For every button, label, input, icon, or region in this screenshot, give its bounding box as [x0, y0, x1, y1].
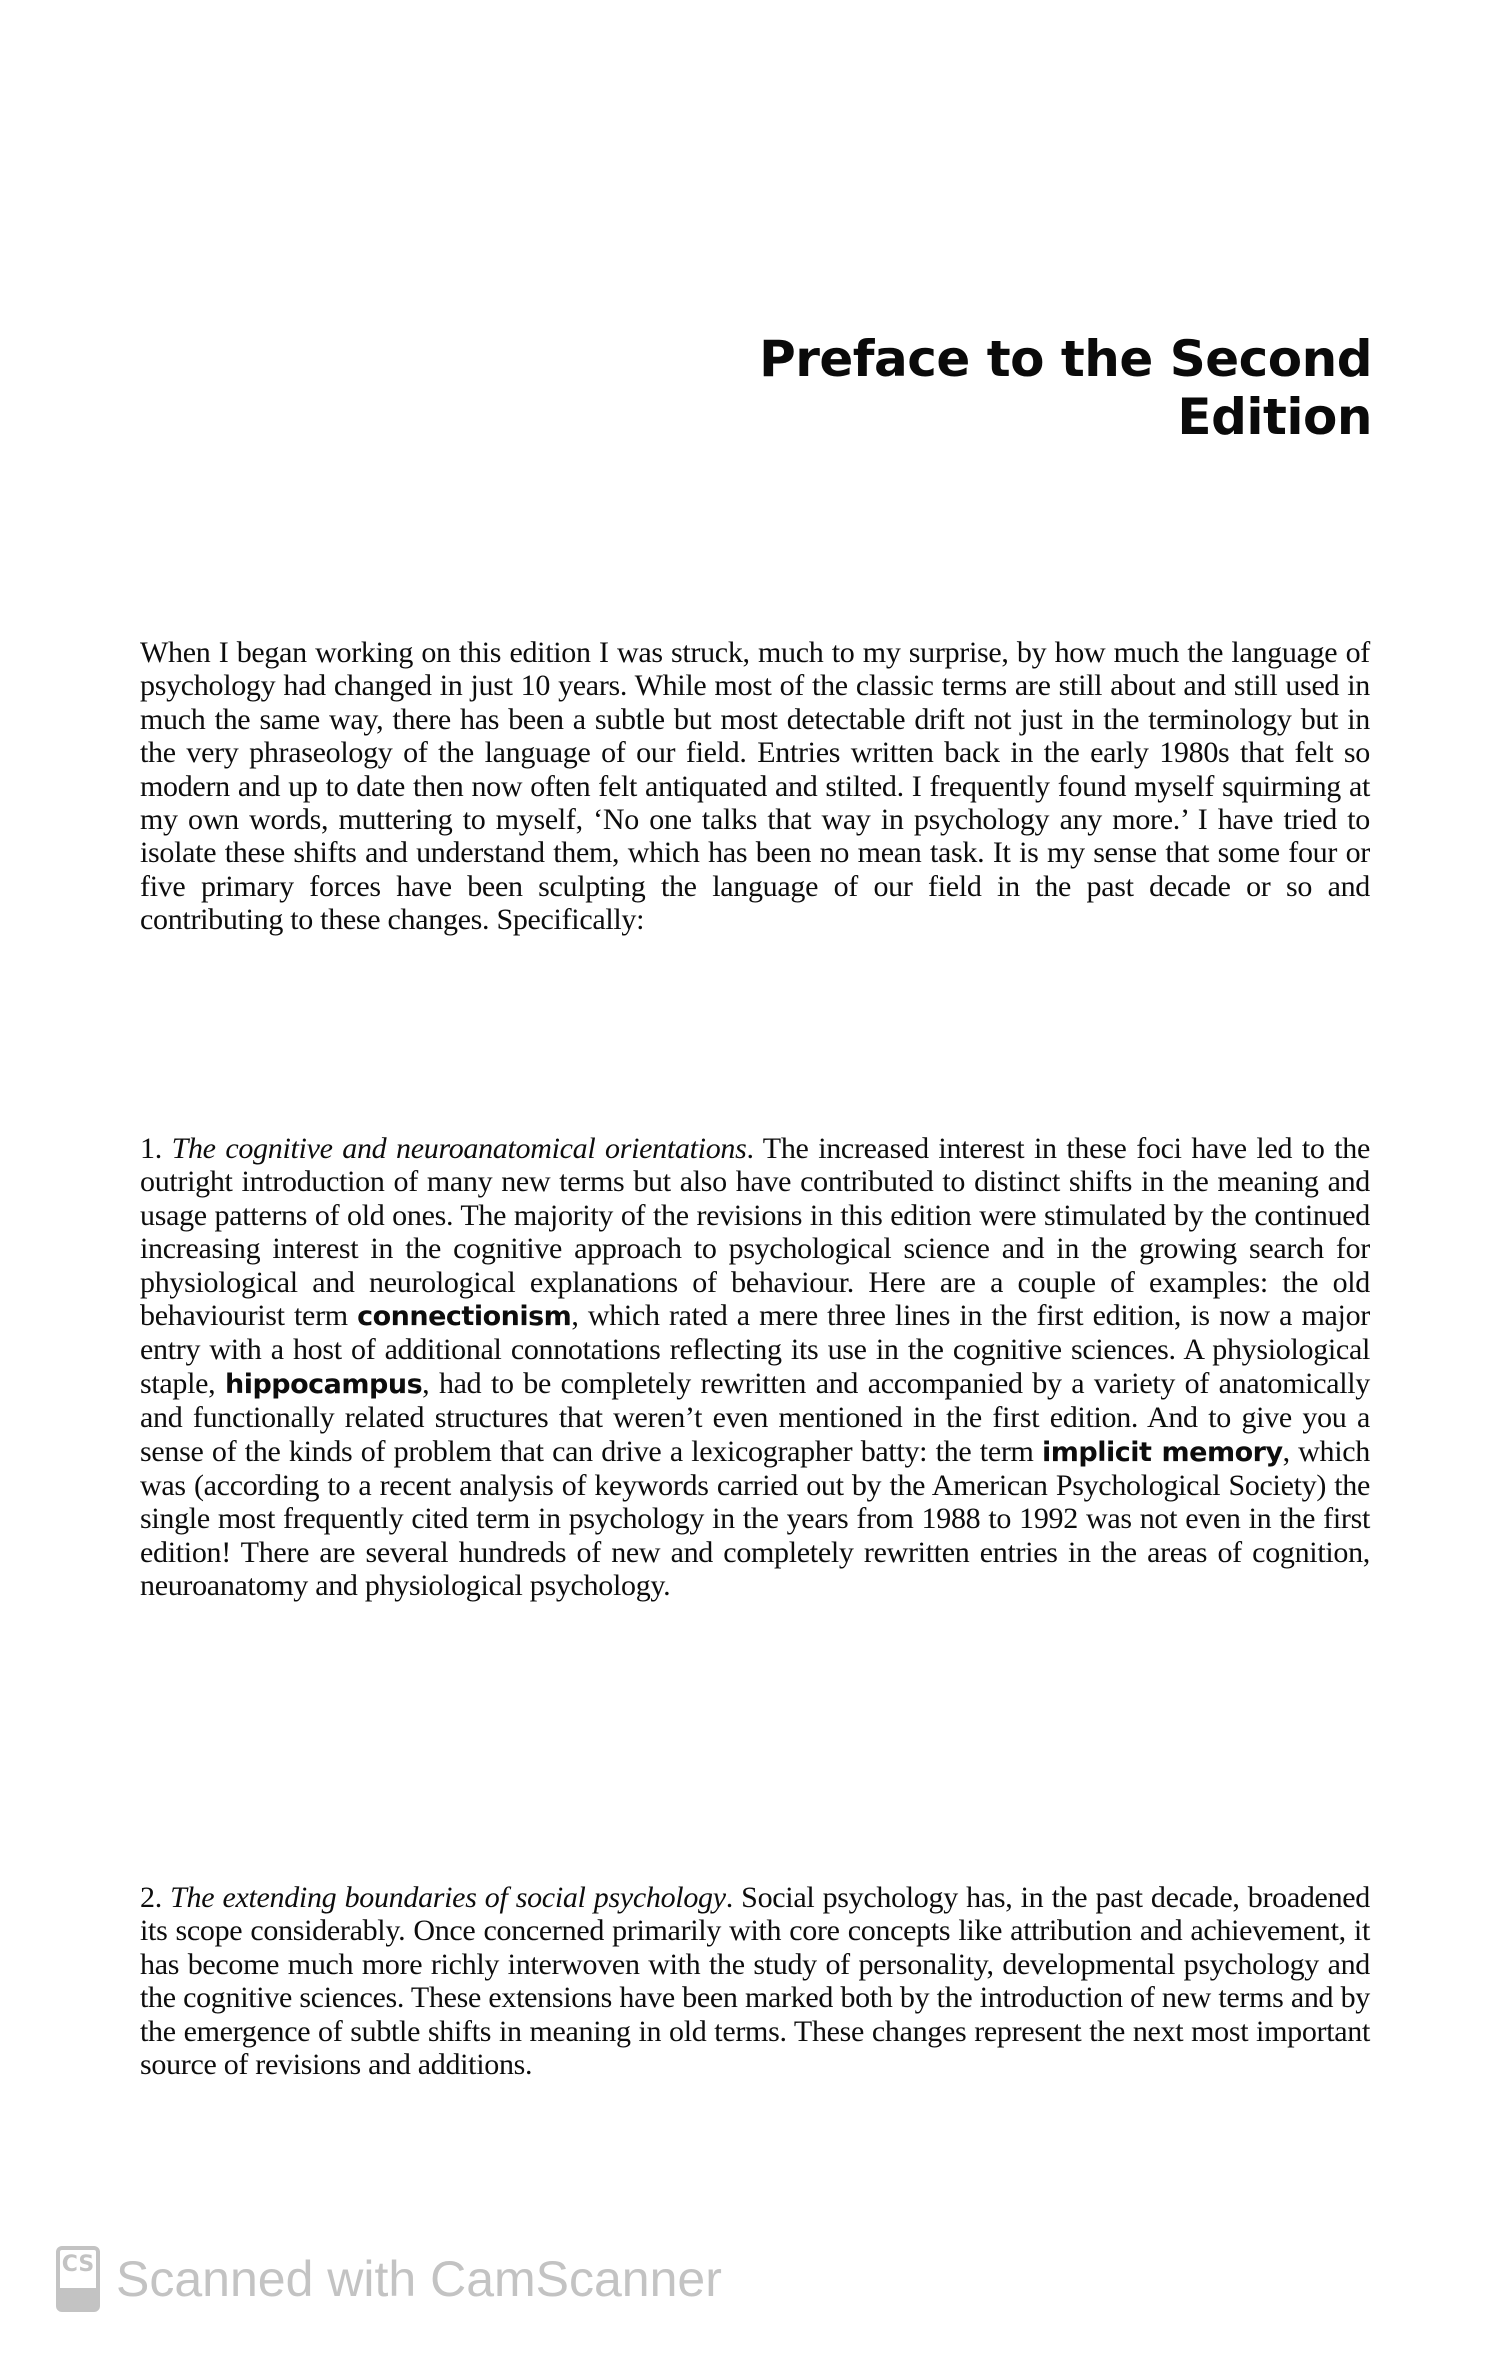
item-1-text-c: , had to be completely rewritten and accompanied by a variety of anatomically and functionally related structures that weren’t even mentioned in the first edition. And to give you a sense of the kinds of problem that can drive a lexicographer batty: the term [140, 1366, 1371, 1468]
item-2-paragraph [140, 1881, 1370, 2081]
keyword-implicit-memory: implicit memory [1042, 1436, 1283, 1468]
item-1-text-d: , which was (according to a recent analysis of keywords carried out by the American Psychological Society) the single most frequently cited term in psychology in the years from 1988 to 1992 was not even in the first edition! There are several hundreds of new and completely rewritten entries in the areas of cognition, neuroanatomy and physiological psychology. [140, 1434, 1370, 1603]
camscanner-watermark [56, 2246, 722, 2312]
item-2-number: 2. [140, 1881, 162, 1914]
keyword-connectionism: connectionism [357, 1301, 572, 1333]
item-1-text-a: . The increased interest in these foci have led to the outright introduction of many new terms but also have contributed to distinct shifts in the meaning and usage patterns of old ones. The majority of the revisions in this edition were stimulated by the continued increasing interest in the cognitive approach to psychological science and in the growing search for physiological and neurological explanations of behaviour. Here are a couple of examples: the old behaviourist term [140, 1132, 1370, 1333]
page-title: Preface to the Second Edition [759, 329, 1372, 446]
item-1-text-b: , which rated a mere three lines in the first edition, is now a major entry with a host of additional connotations reflecting its use in the cognitive sciences. A physiological staple, [140, 1299, 1370, 1400]
item-2-heading: The extending boundaries of social psychology [170, 1881, 726, 1914]
item-1-paragraph [140, 1132, 1370, 1603]
item-2-text: . Social psychology has, in the past decade, broadened its scope considerably. Once concerned primarily with core concepts like attribution and achievement, it has become much more richly interwoven with the study of personality, developmental psychology and the cognitive sciences. These extensions have been marked both by the introduction of new terms and by the emergence of subtle shifts in meaning in old terms. These changes represent the next most important source of revisions and additions. [140, 1881, 1370, 2082]
intro-paragraph [140, 636, 1370, 937]
keyword-hippocampus: hippocampus [224, 1368, 423, 1400]
watermark-text: Scanned with CamScanner [116, 2251, 722, 2307]
camscanner-logo-icon: CS [56, 2246, 100, 2312]
intro-text: When I began working on this edition I was struck, much to my surprise, by how much the language of psychology had changed in just 10 years. While most of the classic terms are still about and still used in much the same way, there has been a subtle but most detectable drift not just in the terminology but in the very phraseology of the language of our field. Entries written back in the early 1980s that felt so modern and up to date then now often felt antiquated and stilted. I frequently found myself squirming at my own words, muttering to myself, ‘No one talks that way in psychology any more.’ I have tried to isolate these shifts and understand them, which has been no mean task. It is my sense that some four or five primary forces have been sculpting the language of our field in the past decade or so and contributing to these changes. Specifically: [140, 636, 1370, 937]
item-1-heading: The cognitive and neuroanatomical orientations [171, 1132, 747, 1165]
item-1-number: 1. [140, 1132, 162, 1165]
